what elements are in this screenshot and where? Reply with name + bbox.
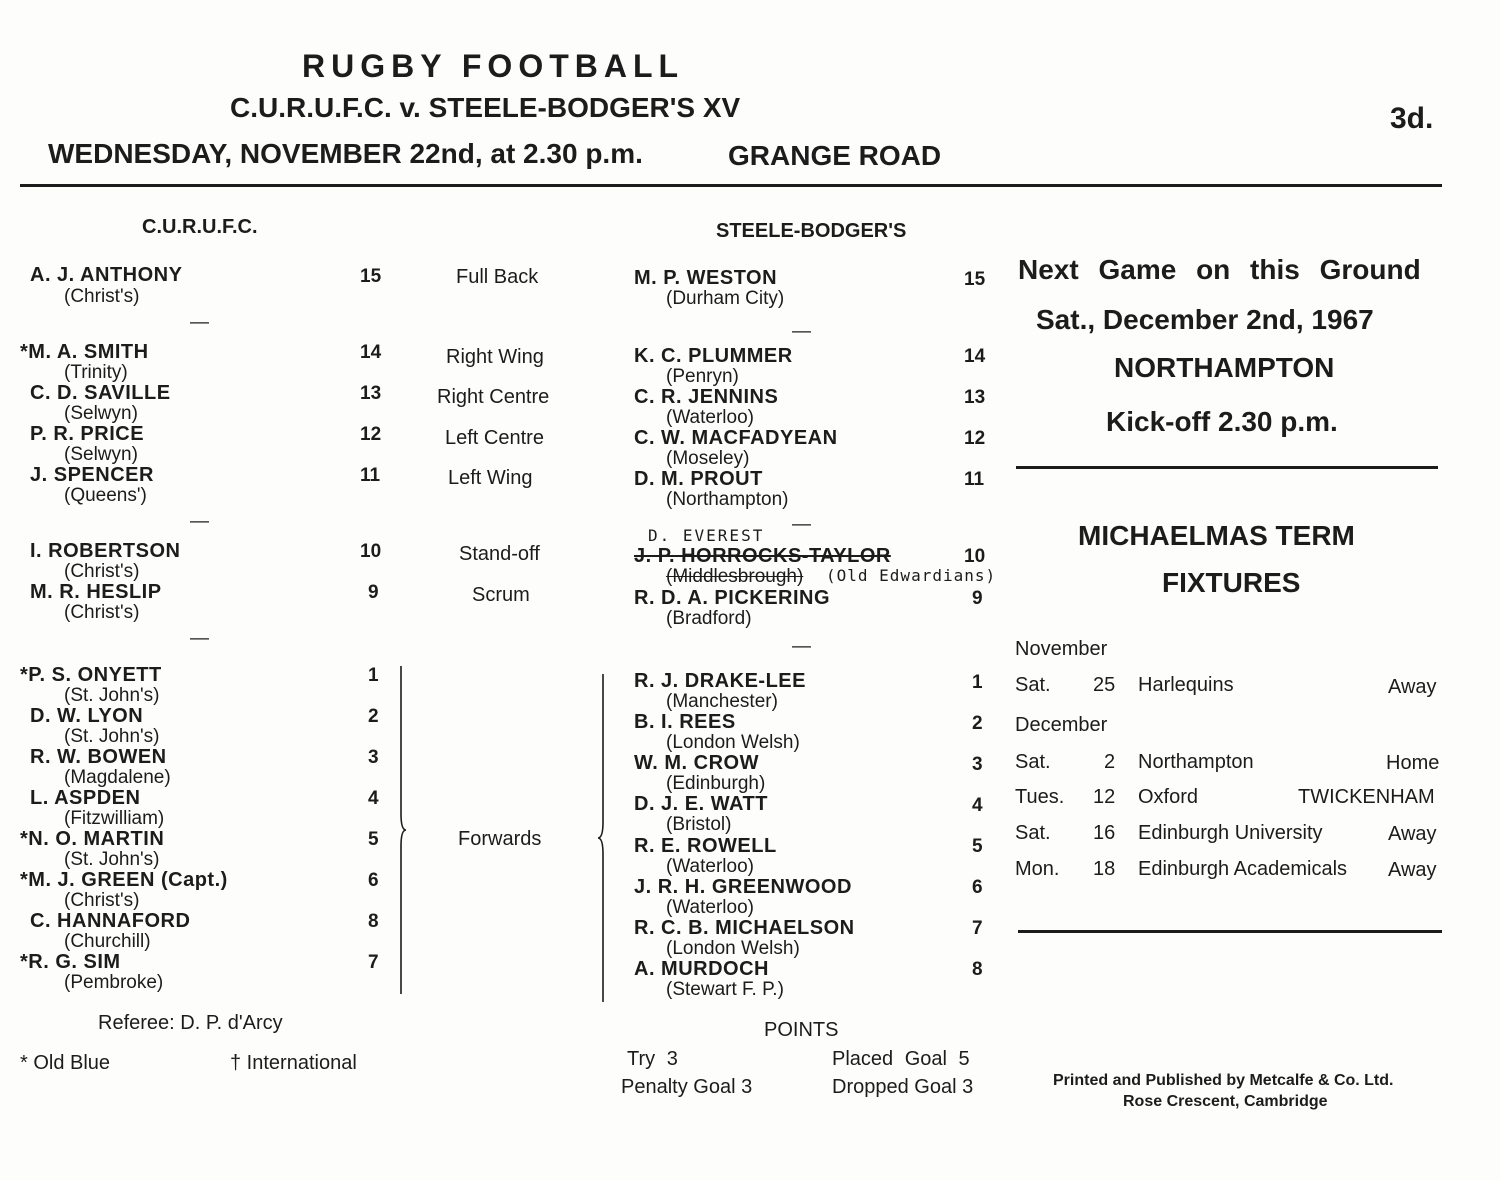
player-number: 5 <box>368 829 379 850</box>
away-team-heading: STEELE-BODGER'S <box>716 220 907 242</box>
player-number: 4 <box>368 788 379 809</box>
player-name: W. M. CROW <box>634 752 759 774</box>
fixtures-month: December <box>1015 714 1108 736</box>
fixture-date: 16 <box>1093 822 1116 844</box>
player-club: (Fitzwilliam) <box>64 808 165 829</box>
player-club: (Bristol) <box>666 814 732 835</box>
fixture-venue: Home <box>1386 752 1440 774</box>
points-placed-goal: Placed Goal 5 <box>832 1048 970 1070</box>
player-club: (Edinburgh) <box>666 773 766 794</box>
player-club: (Trinity) <box>64 362 128 383</box>
fixture-venue: Away <box>1388 859 1437 881</box>
points-dropped-goal: Dropped Goal 3 <box>832 1076 974 1098</box>
player-number: 13 <box>964 387 986 408</box>
fixture-opponent: Edinburgh University <box>1138 822 1323 844</box>
fixtures-heading: MICHAELMAS TERM <box>1078 520 1355 551</box>
fixtures-rule <box>1018 930 1442 933</box>
fixture-venue: TWICKENHAM <box>1298 786 1435 808</box>
player-club: (Moseley) <box>666 448 750 469</box>
fixture-venue: Away <box>1388 676 1437 698</box>
player-club: (London Welsh) <box>666 938 800 959</box>
player-club: (St. John's) <box>64 685 160 706</box>
player-number: 12 <box>360 424 382 445</box>
fixture-date: 25 <box>1093 674 1116 696</box>
player-number: 1 <box>972 672 983 693</box>
player-name: K. C. PLUMMER <box>634 345 793 367</box>
player-number: 10 <box>360 541 382 562</box>
fixture-day: Tues. <box>1015 786 1065 808</box>
player-number: 10 <box>964 546 986 567</box>
player-name: C. HANNAFORD <box>30 910 191 932</box>
player-club: (Waterloo) <box>666 407 754 428</box>
page-title: RUGBY FOOTBALL <box>302 48 685 84</box>
player-number: 2 <box>368 706 379 727</box>
points-penalty-goal: Penalty Goal 3 <box>621 1076 753 1098</box>
player-name: R. C. B. MICHAELSON <box>634 917 855 939</box>
handwritten-substitute-club: (Old Edwardians) <box>826 566 997 585</box>
player-number: 6 <box>368 870 379 891</box>
player-number: 11 <box>360 465 381 486</box>
match-title: C.U.R.U.F.C. v. STEELE-BODGER'S XV <box>230 92 741 123</box>
player-number: 3 <box>368 747 379 768</box>
fixture-venue: Away <box>1388 823 1437 845</box>
player-club: (Durham City) <box>666 288 785 309</box>
player-club: (Northampton) <box>666 489 789 510</box>
position-right-wing: Right Wing <box>446 346 544 368</box>
divider: — <box>190 628 209 649</box>
player-number: 11 <box>964 469 985 490</box>
player-name: M. P. WESTON <box>634 267 778 289</box>
player-number: 15 <box>964 269 986 290</box>
position-forwards: Forwards <box>458 828 542 850</box>
position-scrum: Scrum <box>472 584 530 606</box>
player-number: 15 <box>360 266 382 287</box>
player-name: J. R. H. GREENWOOD <box>634 876 852 898</box>
player-name: A. MURDOCH <box>634 958 769 980</box>
player-number: 5 <box>972 836 983 857</box>
fixture-opponent: Northampton <box>1138 751 1254 773</box>
points-try: Try 3 <box>627 1048 678 1070</box>
player-name: R. E. ROWELL <box>634 835 777 857</box>
position-full-back: Full Back <box>456 266 539 288</box>
player-club: (Christ's) <box>64 561 140 582</box>
legend-old-blue: * Old Blue <box>20 1052 111 1074</box>
player-club: (St. John's) <box>64 726 160 747</box>
points-heading: POINTS <box>764 1019 839 1041</box>
fixture-day: Sat. <box>1015 822 1051 844</box>
player-club: (Churchill) <box>64 931 151 952</box>
player-club: (Pembroke) <box>64 972 164 993</box>
player-number: 13 <box>360 383 382 404</box>
player-number: 6 <box>972 877 983 898</box>
player-name: R. D. A. PICKERING <box>634 587 831 609</box>
referee: Referee: D. P. d'Arcy <box>98 1012 283 1034</box>
match-date-time: WEDNESDAY, NOVEMBER 22nd, at 2.30 p.m. <box>48 138 643 169</box>
fixture-opponent: Edinburgh Academicals <box>1138 858 1348 880</box>
left-forwards-bracket <box>396 664 410 996</box>
player-number: 8 <box>368 911 379 932</box>
fixture-day: Mon. <box>1015 858 1060 880</box>
player-club: (Bradford) <box>666 608 752 629</box>
player-name: *M. A. SMITH <box>20 341 149 363</box>
fixture-day: Sat. <box>1015 751 1051 773</box>
printer-line1: Printed and Published by Metcalfe & Co. Ltd. <box>1053 1072 1394 1089</box>
fixture-date: 2 <box>1104 751 1116 773</box>
venue: GRANGE ROAD <box>728 140 942 171</box>
player-name: P. R. PRICE <box>30 423 145 445</box>
player-number: 4 <box>972 795 983 816</box>
player-name: A. J. ANTHONY <box>30 264 183 286</box>
player-name: B. I. REES <box>634 711 736 733</box>
player-name-struck: J. P. HORROCKS-TAYLOR <box>634 545 891 567</box>
divider: — <box>190 511 209 532</box>
player-number: 1 <box>368 665 379 686</box>
player-number: 9 <box>972 588 983 609</box>
player-name: *P. S. ONYETT <box>20 664 162 686</box>
player-name: *N. O. MARTIN <box>20 828 165 850</box>
player-name: R. W. BOWEN <box>30 746 167 768</box>
player-number: 9 <box>368 582 379 603</box>
fixtures-month: November <box>1015 638 1108 660</box>
player-club: (Magdalene) <box>64 767 171 788</box>
printer-line2: Rose Crescent, Cambridge <box>1123 1093 1328 1110</box>
fixture-opponent: Harlequins <box>1138 674 1234 696</box>
next-game-date: Sat., December 2nd, 1967 <box>1036 304 1374 335</box>
player-name: L. ASPDEN <box>30 787 141 809</box>
divider: — <box>792 636 811 657</box>
right-forwards-bracket <box>594 672 608 1004</box>
legend-international: † International <box>230 1052 357 1074</box>
header-rule <box>20 184 1442 187</box>
player-name: M. R. HESLIP <box>30 581 162 603</box>
divider: — <box>190 312 209 333</box>
next-game-rule <box>1016 466 1438 469</box>
home-team-heading: C.U.R.U.F.C. <box>142 216 258 238</box>
player-club: (Selwyn) <box>64 403 138 424</box>
divider: — <box>792 514 811 535</box>
position-left-wing: Left Wing <box>448 467 533 489</box>
player-club: (Christ's) <box>64 602 140 623</box>
player-number: 8 <box>972 959 983 980</box>
handwritten-substitute-name: D. EVEREST <box>648 526 765 545</box>
player-club: (Penryn) <box>666 366 739 387</box>
player-name: R. J. DRAKE-LEE <box>634 670 806 692</box>
player-name: D. M. PROUT <box>634 468 763 490</box>
player-name: C. D. SAVILLE <box>30 382 171 404</box>
position-left-centre: Left Centre <box>445 427 544 449</box>
fixture-date: 12 <box>1093 786 1116 808</box>
player-name: *M. J. GREEN (Capt.) <box>20 869 228 891</box>
divider: — <box>792 321 811 342</box>
player-number: 12 <box>964 428 986 449</box>
player-club: (London Welsh) <box>666 732 800 753</box>
player-club: (Waterloo) <box>666 897 754 918</box>
player-number: 3 <box>972 754 983 775</box>
player-name: C. W. MACFADYEAN <box>634 427 838 449</box>
player-name: J. SPENCER <box>30 464 154 486</box>
player-name: D. J. E. WATT <box>634 793 768 815</box>
fixture-day: Sat. <box>1015 674 1051 696</box>
player-number: 2 <box>972 713 983 734</box>
player-name: C. R. JENNINS <box>634 386 779 408</box>
player-number: 7 <box>368 952 379 973</box>
player-name: *R. G. SIM <box>20 951 121 973</box>
player-club: (Selwyn) <box>64 444 138 465</box>
player-name: D. W. LYON <box>30 705 144 727</box>
player-club-struck: (Middlesbrough) <box>666 566 804 587</box>
fixture-opponent: Oxford <box>1138 786 1199 808</box>
player-club: (Waterloo) <box>666 856 754 877</box>
fixture-date: 18 <box>1093 858 1116 880</box>
player-number: 14 <box>964 346 986 367</box>
price: 3d. <box>1390 102 1434 135</box>
player-club: (Stewart F. P.) <box>666 979 784 1000</box>
player-number: 7 <box>972 918 983 939</box>
next-game-kickoff: Kick-off 2.30 p.m. <box>1106 406 1338 437</box>
player-club: (St. John's) <box>64 849 160 870</box>
next-game-heading: Next Game on this Ground <box>1018 254 1421 285</box>
player-number: 14 <box>360 342 382 363</box>
player-club: (Queens') <box>64 485 147 506</box>
fixtures-subheading: FIXTURES <box>1162 567 1301 598</box>
player-club: (Manchester) <box>666 691 778 712</box>
next-game-opponent: NORTHAMPTON <box>1114 352 1335 383</box>
player-name: I. ROBERTSON <box>30 540 181 562</box>
position-stand-off: Stand-off <box>459 543 540 565</box>
player-club: (Christ's) <box>64 286 140 307</box>
position-right-centre: Right Centre <box>437 386 550 408</box>
player-club: (Christ's) <box>64 890 140 911</box>
